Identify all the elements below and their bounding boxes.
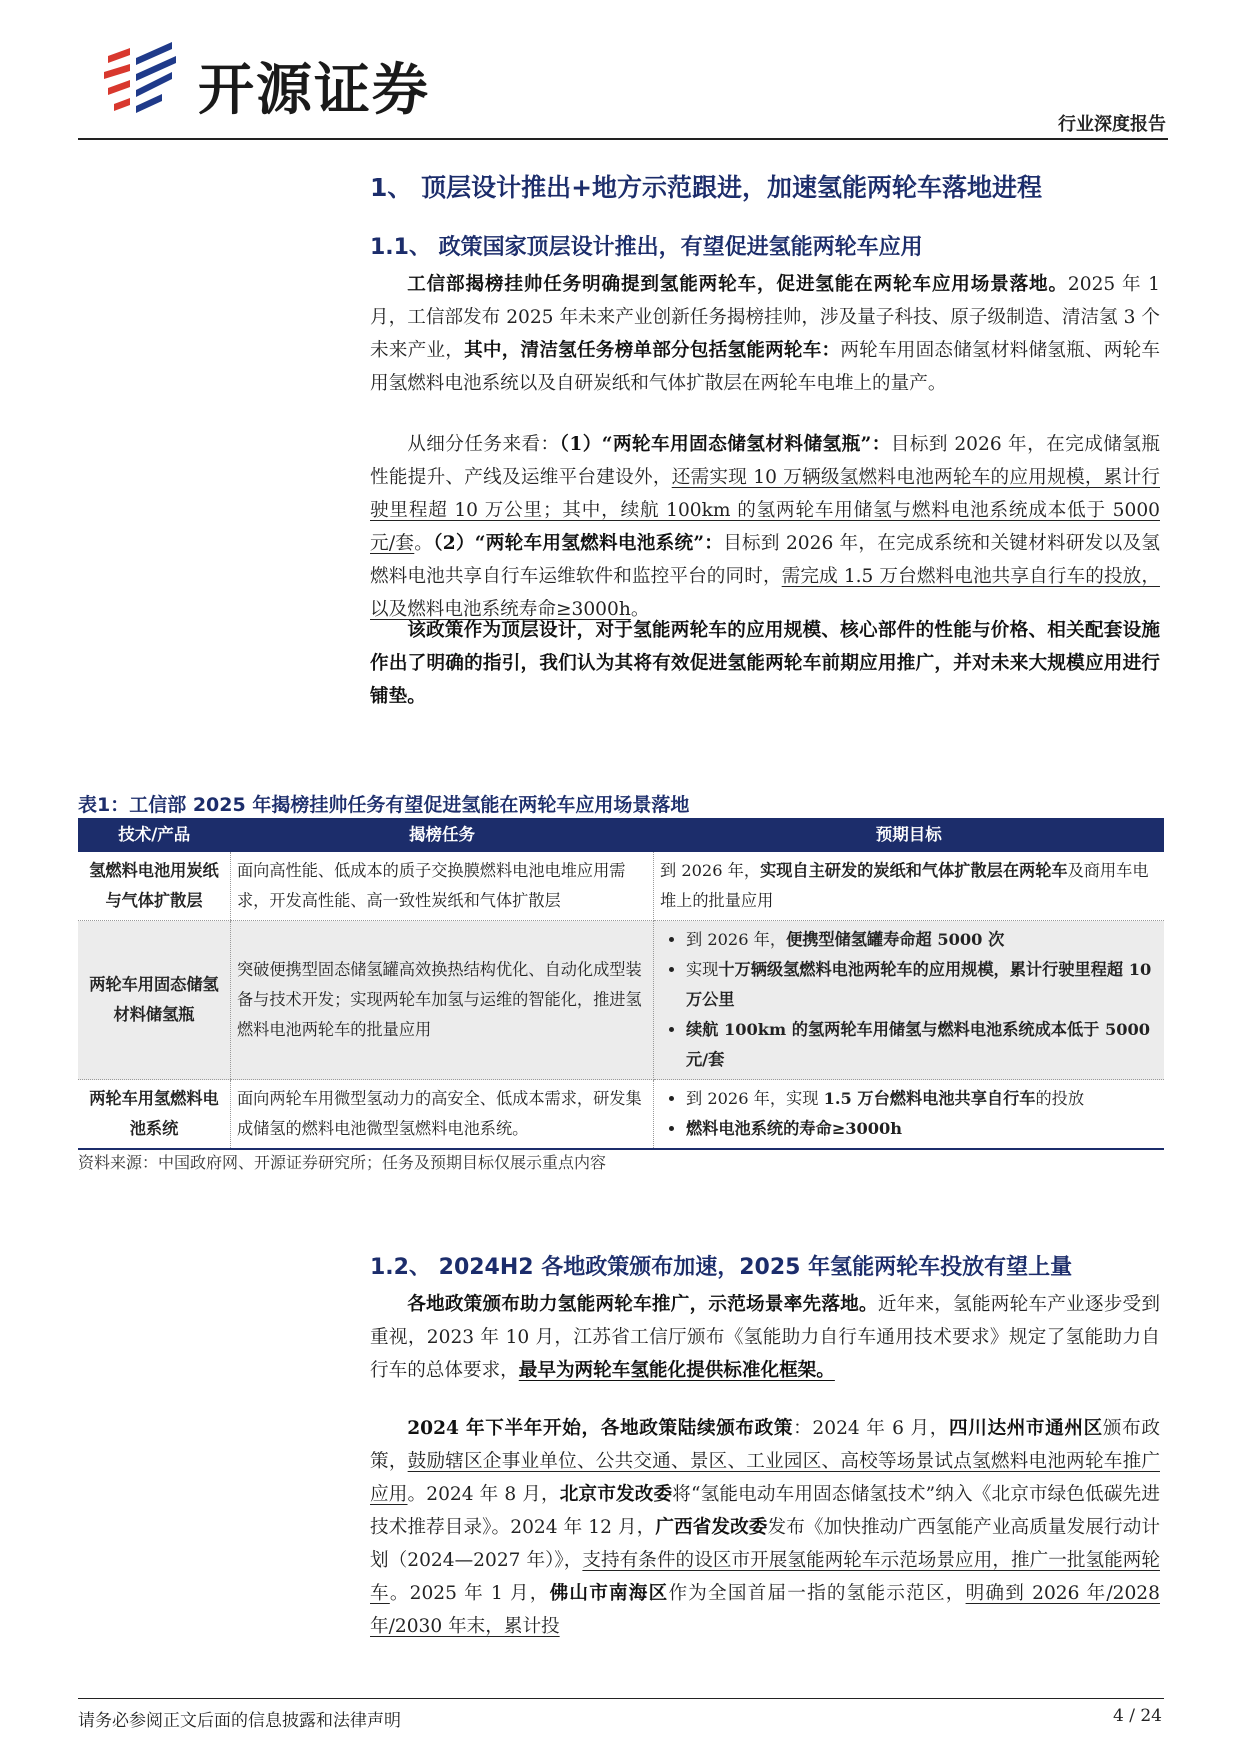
underlined-run: 需完成 1.5 万台燃料电池共享自行车的投放，以及燃料电池系统寿命≥3000h — [370, 566, 1160, 620]
bold-run: （2）“两轮车用氢燃料电池系统”： — [433, 533, 724, 554]
paragraph-1-2-a — [370, 1288, 1160, 1387]
text-run: 到 2026 年，实现 — [686, 1089, 824, 1108]
underlined-bold-run: 最早为两轮车氢能化提供标准化框架。 — [518, 1360, 835, 1381]
column-header: 预期目标 — [654, 818, 1165, 852]
task-cell: 面向高性能、低成本的质子交换膜燃料电池电堆应用需求，开发高性能、高一致性炭纸和气体扩散层 — [231, 852, 654, 921]
list-item — [686, 1015, 1158, 1075]
underlined-run: 鼓励辖区企事业单位、公共交通、景区、工业园区、高校等场景试点氢燃料电池两轮车推广应用 — [370, 1451, 1160, 1505]
list-item — [686, 1114, 1158, 1144]
goal-list — [660, 925, 1158, 1075]
text-run: 将“氢能电动车用固态储氢技术”纳入《北京市绿色低碳先进技术推荐目录》。2024 年 12 月， — [370, 1484, 1160, 1538]
bold-run: 佛山市南海区 — [549, 1583, 669, 1604]
goal-list — [660, 1084, 1158, 1144]
bold-run: 四川达州市通州区 — [948, 1418, 1103, 1439]
page-number: 4 / 24 — [1113, 1706, 1162, 1726]
list-item — [686, 955, 1158, 1015]
text-run: 实现 — [686, 960, 719, 979]
text-run: 2025 年 1 月，工信部发布 2025 年未来产业创新任务揭榜挂帅，涉及量子科技、原子级制造、清洁氢 3 个未来产业， — [370, 274, 1160, 361]
text-run: 两轮车用固态储氢材料储氢瓶、两轮车用氢燃料电池系统以及自研炭纸和气体扩散层在两轮车电堆上的量产。 — [370, 340, 1160, 394]
goal-cell — [654, 852, 1165, 921]
bold-run: 便携型储氢罐寿命超 5000 次 — [786, 930, 1005, 949]
column-header: 技术/产品 — [78, 818, 231, 852]
section-1-2-heading: 1.2、 2024H2 各地政策颁布加速，2025 年氢能两轮车投放有望上量 — [370, 1255, 1073, 1280]
report-type: 行业深度报告 — [1058, 114, 1166, 135]
text-run: 及商用车电堆上的批量应用 — [660, 861, 1149, 910]
lead-sentence: 工信部揭榜挂帅任务明确提到氢能两轮车，促进氢能在两轮车应用场景落地。 — [407, 274, 1068, 295]
underlined-run: 支持有条件的设区市开展氢能两轮车示范场景应用，推广一批氢能两轮车 — [370, 1550, 1160, 1604]
section-1-1-heading: 1.1、 政策国家顶层设计推出，有望促进氢能两轮车应用 — [370, 235, 923, 260]
table-row — [78, 852, 1164, 921]
bold-run: 1.5 万台燃料电池共享自行车 — [823, 1089, 1036, 1108]
text-run: 。 — [414, 533, 434, 554]
paragraph-1-1-a — [370, 268, 1160, 400]
paragraph-1-1-b — [370, 428, 1160, 626]
page-header — [78, 28, 1168, 140]
bold-run: 燃料电池系统的寿命≥3000h — [686, 1119, 903, 1138]
table-source-note: 资料来源：中国政府网、开源证券研究所；任务及预期目标仅展示重点内容 — [78, 1153, 607, 1172]
underlined-run: 明确到 2026 年/2028 年/2030 年末，累计投 — [370, 1583, 1160, 1637]
footer-disclaimer: 请务必参阅正文后面的信息披露和法律声明 — [78, 1711, 401, 1731]
bold-run: 该政策作为顶层设计，对于氢能两轮车的应用规模、核心部件的性能与价格、相关配套设施作出了明确的指引，我们认为其将有效促进氢能两轮车前期应用推广，并对未来大规模应用进行铺垫。 — [370, 620, 1160, 707]
bold-run: 北京市发改委 — [559, 1484, 673, 1505]
product-cell: 两轮车用氢燃料电池系统 — [78, 1080, 231, 1150]
task-cell: 面向两轮车用微型氢动力的高安全、低成本需求，研发集成储氢的燃料电池微型氢燃料电池系统。 — [231, 1080, 654, 1150]
text-run: 。2025 年 1 月， — [389, 1583, 550, 1604]
table-row — [78, 921, 1164, 1080]
list-item — [686, 1084, 1158, 1114]
text-run: 的投放 — [1035, 1089, 1085, 1108]
lead-sentence: 2024 年下半年开始，各地政策陆续颁布政策 — [407, 1418, 794, 1439]
text-run: 目标到 2026 年，在完成系统和关键材料研发以及氢燃料电池共享自行车运维软件和监控平台的同时， — [370, 533, 1160, 587]
header-divider — [78, 138, 1168, 140]
text-run: 到 2026 年， — [686, 930, 787, 949]
task-cell: 突破便携型固态储氢罐高效换热结构优化、自动化成型装备与技术开发；实现两轮车加氢与运维的智能化，推进氢燃料电池两轮车的批量应用 — [231, 921, 654, 1080]
product-cell: 两轮车用固态储氢材料储氢瓶 — [78, 921, 231, 1080]
bold-run: 十万辆级氢燃料电池两轮车的应用规模，累计行驶里程超 10 万公里 — [686, 960, 1152, 1009]
lead-sentence: 各地政策颁布助力氢能两轮车推广，示范场景率先落地。 — [407, 1294, 878, 1315]
text-run: 。 — [630, 599, 650, 620]
bold-run: 其中，清洁氢任务榜单部分包括氢能两轮车： — [464, 340, 841, 361]
task-table — [78, 818, 1164, 1150]
text-run: 发布《加快推动广西氢能产业高质量发展行动计划（2024—2027 年）》， — [370, 1517, 1160, 1571]
table-header-row — [78, 818, 1164, 852]
product-cell: 氢燃料电池用炭纸与气体扩散层 — [78, 852, 231, 921]
paragraph-1-1-c — [370, 614, 1160, 713]
table-title: 表1：工信部 2025 年揭榜挂帅任务有望促进氢能在两轮车应用场景落地 — [78, 794, 690, 816]
bold-run: （1）“两轮车用固态储氢材料储氢瓶”： — [559, 434, 891, 455]
text-run: 从细分任务来看： — [407, 434, 560, 455]
section-1-heading: 1、 顶层设计推出+地方示范跟进，加速氢能两轮车落地进程 — [370, 173, 1043, 202]
paragraph-1-2-b — [370, 1412, 1160, 1643]
bold-run: 广西省发改委 — [655, 1517, 768, 1538]
column-header: 揭榜任务 — [231, 818, 654, 852]
text-run: 。2024 年 8 月， — [407, 1484, 560, 1505]
text-run: 到 2026 年， — [660, 861, 761, 880]
goal-cell — [654, 1080, 1165, 1150]
text-run: 作为全国首届一指的氢能示范区， — [668, 1583, 966, 1604]
text-run: 近年来，氢能两轮车产业逐步受到重视，2023 年 10 月，江苏省工信厅颁布《氢能助力自行车通用技术要求》规定了氢能助力自行车的总体要求， — [370, 1294, 1160, 1381]
bold-run: 实现自主研发的炭纸和气体扩散层在两轮车 — [760, 861, 1068, 880]
text-run: 目标到 2026 年，在完成储氢瓶性能提升、产线及运维平台建设外， — [370, 434, 1160, 488]
text-run: 颁布政策， — [370, 1418, 1160, 1472]
table-row — [78, 1080, 1164, 1150]
footer-divider — [78, 1698, 1164, 1699]
list-item — [686, 925, 1158, 955]
goal-cell — [654, 921, 1165, 1080]
text-run: ：2024 年 6 月， — [793, 1418, 949, 1439]
bold-run: 续航 100km 的氢两轮车用储氢与燃料电池系统成本低于 5000 元/套 — [686, 1020, 1151, 1069]
kaiyuan-logo-icon — [100, 38, 190, 118]
brand-name: 开源证券 — [198, 58, 430, 123]
underlined-run: 还需实现 10 万辆级氢燃料电池两轮车的应用规模，累计行驶里程超 10 万公里；其中，续航 100km 的氢两轮车用储氢与燃料电池系统成本低于 5000 元/套 — [370, 467, 1160, 554]
